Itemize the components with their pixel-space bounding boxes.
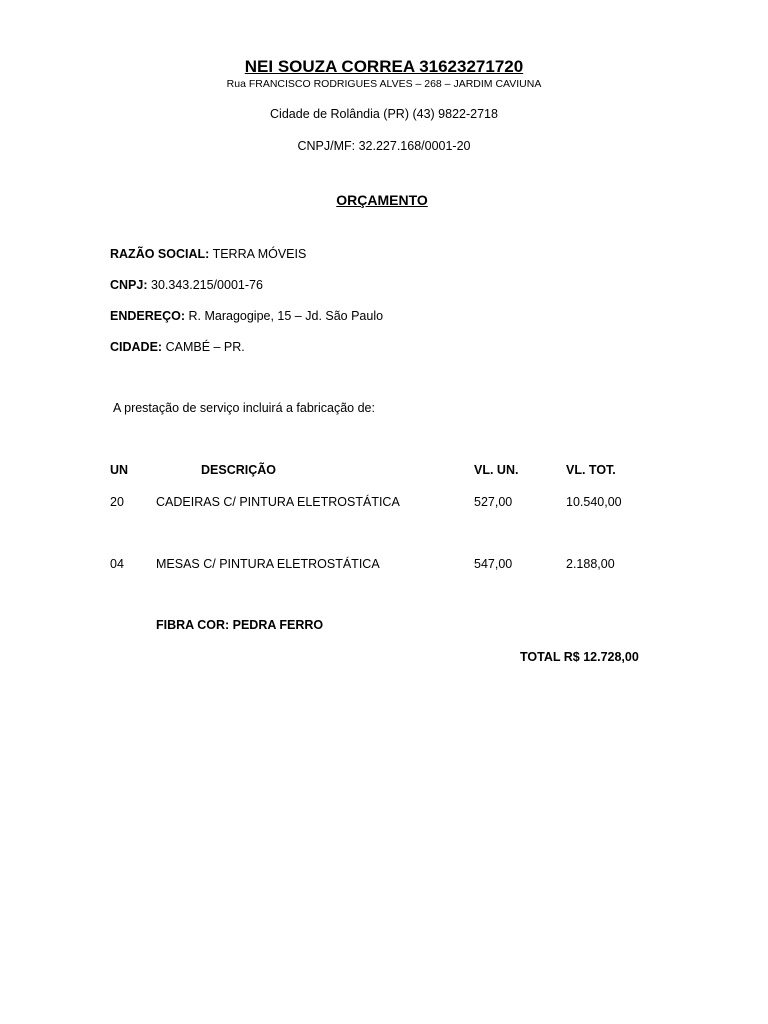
endereco-label: ENDEREÇO: xyxy=(110,309,186,323)
client-endereco xyxy=(110,309,383,323)
company-name: NEI SOUZA CORREA 31623271720 xyxy=(244,57,524,76)
header-un: UN xyxy=(110,463,129,477)
row-vl-tot: 10.540,00 xyxy=(566,495,622,509)
header-descricao: DESCRIÇÃO xyxy=(201,463,277,477)
endereco-value: R. Maragogipe, 15 – Jd. São Paulo xyxy=(188,309,384,323)
row-un: 04 xyxy=(110,557,124,571)
client-cnpj-label: CNPJ: xyxy=(110,278,148,292)
company-address: Rua FRANCISCO RODRIGUES ALVES – 268 – JARDIM CAVIUNA xyxy=(226,78,542,90)
fiber-color-note: FIBRA COR: PEDRA FERRO xyxy=(156,618,324,632)
cidade-label: CIDADE: xyxy=(110,340,163,354)
header-vl-tot: VL. TOT. xyxy=(566,463,616,477)
razao-social-label: RAZÃO SOCIAL: xyxy=(110,247,210,261)
row-descricao: MESAS C/ PINTURA ELETROSTÁTICA xyxy=(156,557,380,571)
client-cidade xyxy=(110,340,245,354)
razao-social-value: TERRA MÓVEIS xyxy=(212,247,307,261)
client-cnpj xyxy=(110,278,263,292)
company-city-phone: Cidade de Rolândia (PR) (43) 9822-2718 xyxy=(270,107,498,121)
row-un: 20 xyxy=(110,495,124,509)
row-descricao: CADEIRAS C/ PINTURA ELETROSTÁTICA xyxy=(156,495,400,509)
cidade-value: CAMBÉ – PR. xyxy=(165,340,245,354)
client-razao-social xyxy=(110,247,306,261)
total-value: TOTAL R$ 12.728,00 xyxy=(520,650,639,664)
company-cnpj: CNPJ/MF: 32.227.168/0001-20 xyxy=(297,139,471,153)
row-vl-un: 527,00 xyxy=(474,495,513,509)
row-vl-un: 547,00 xyxy=(474,557,513,571)
row-vl-tot: 2.188,00 xyxy=(566,557,615,571)
intro-text: A prestação de serviço incluirá a fabricação de: xyxy=(113,401,375,415)
client-cnpj-value: 30.343.215/0001-76 xyxy=(151,278,263,292)
document-title: ORÇAMENTO xyxy=(336,192,428,208)
header-vl-un: VL. UN. xyxy=(474,463,519,477)
